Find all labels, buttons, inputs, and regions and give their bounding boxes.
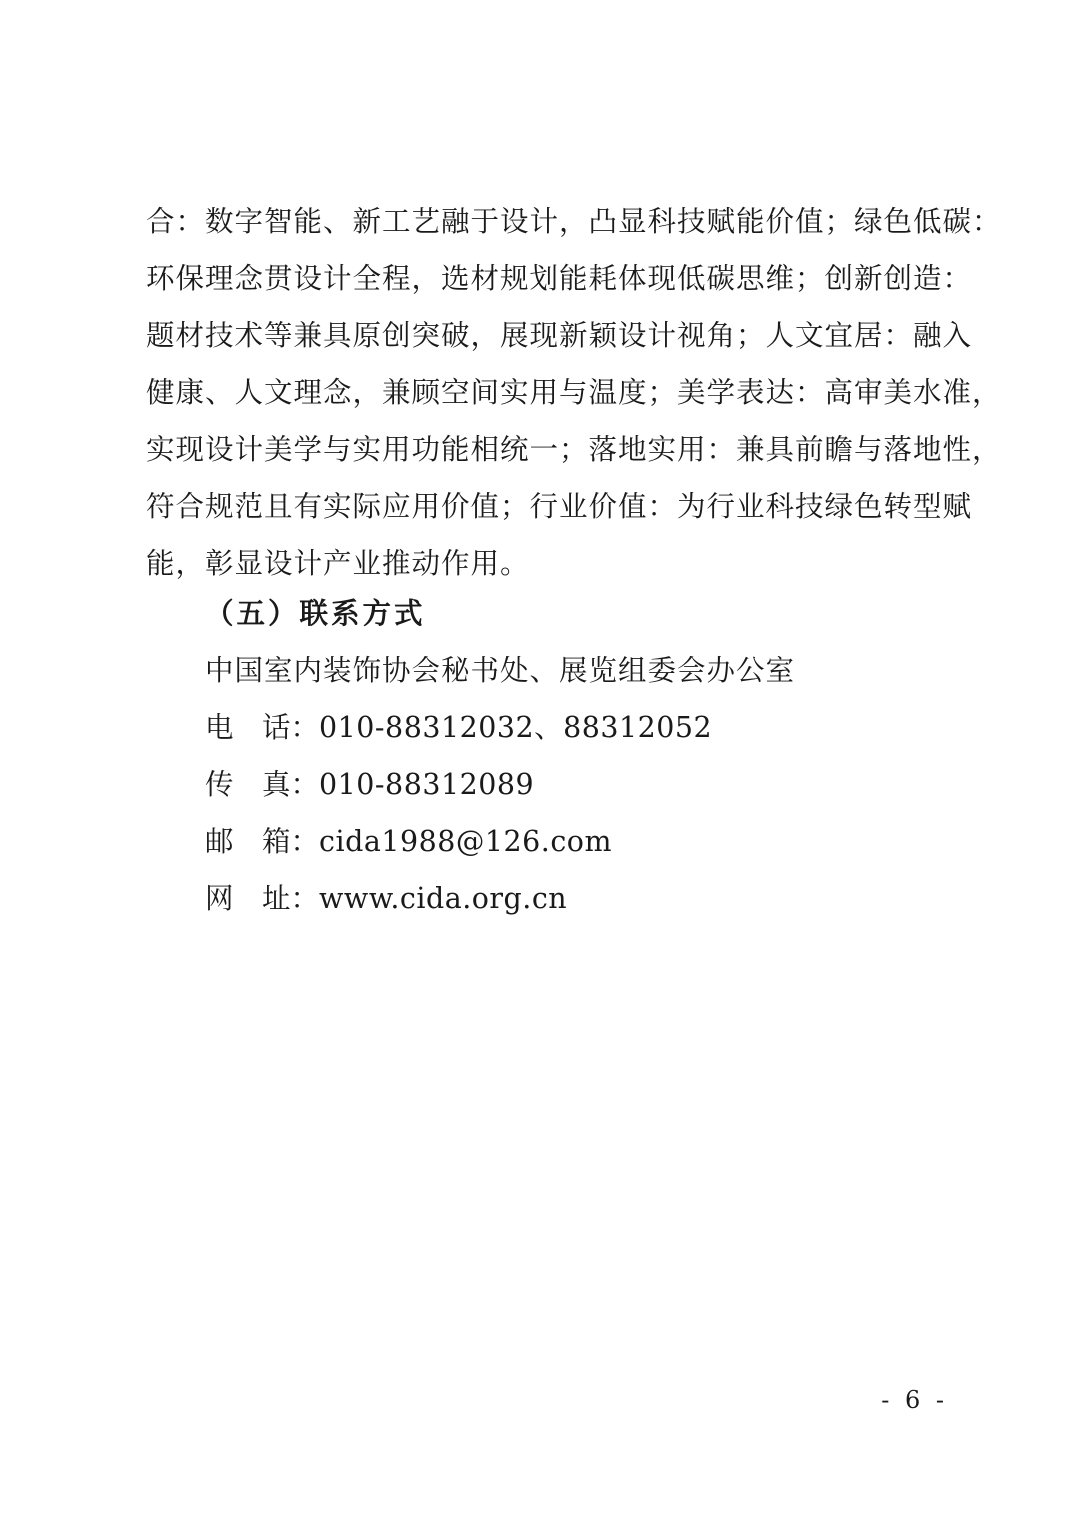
contact-fax-row bbox=[205, 756, 795, 813]
paragraph-line-3: 题材技术等兼具原创突破，展现新颖设计视角；人文宜居：融入 bbox=[146, 319, 973, 352]
fax-label: 传 真 bbox=[205, 768, 291, 801]
website-label: 网 址 bbox=[205, 882, 291, 915]
website-value[interactable]: www.cida.org.cn bbox=[319, 882, 568, 915]
paragraph-line-6: 符合规范且有实际应用价值；行业价值：为行业科技绿色转型赋 bbox=[146, 490, 973, 523]
website-colon: ： bbox=[290, 882, 320, 915]
paragraph-line-1: 合：数字智能、新工艺融于设计，凸显科技赋能价值；绿色低碳： bbox=[146, 205, 1002, 238]
contact-email-row bbox=[205, 813, 795, 870]
section-heading-contact: （五）联系方式 bbox=[205, 596, 426, 630]
contact-phone-row bbox=[205, 699, 795, 756]
contact-website-row bbox=[205, 870, 795, 927]
contact-info bbox=[205, 642, 795, 927]
email-value[interactable]: cida1988@126.com bbox=[319, 825, 612, 858]
fax-colon: ： bbox=[290, 768, 320, 801]
paragraph-line-2: 环保理念贯设计全程，选材规划能耗体现低碳思维；创新创造： bbox=[146, 262, 973, 295]
phone-label: 电 话 bbox=[205, 711, 291, 744]
contact-organization: 中国室内装饰协会秘书处、展览组委会办公室 bbox=[205, 654, 796, 687]
body-paragraph bbox=[146, 193, 1002, 592]
paragraph-line-7: 能，彰显设计产业推动作用。 bbox=[146, 547, 530, 580]
phone-value: 010-88312032、88312052 bbox=[319, 711, 713, 744]
email-label: 邮 箱 bbox=[205, 825, 291, 858]
paragraph-line-5: 实现设计美学与实用功能相统一；落地实用：兼具前瞻与落地性， bbox=[146, 433, 1002, 466]
phone-colon: ： bbox=[290, 711, 320, 744]
page-number: - 6 - bbox=[881, 1386, 948, 1414]
paragraph-line-4: 健康、人文理念，兼顾空间实用与温度；美学表达：高审美水准， bbox=[146, 376, 1002, 409]
fax-value: 010-88312089 bbox=[319, 768, 535, 801]
email-colon: ： bbox=[290, 825, 320, 858]
